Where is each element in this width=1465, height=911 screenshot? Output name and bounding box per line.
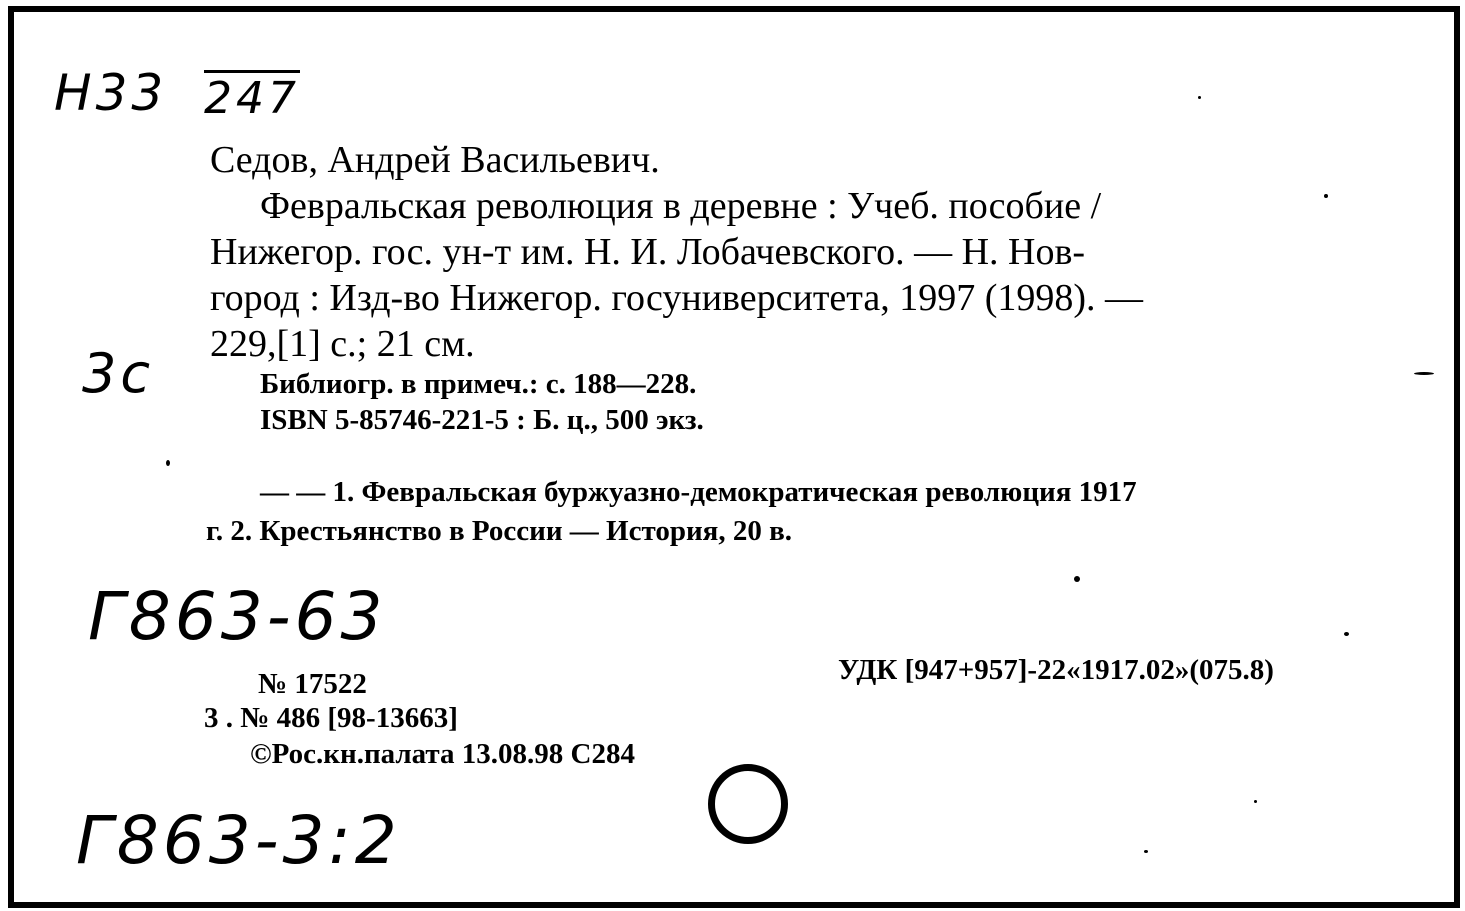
description-line: Нижегор. гос. ун-т им. Н. И. Лобачевского. — Н. Нов-: [210, 231, 1086, 273]
card-punch-hole: [708, 764, 788, 844]
scan-speck: [1344, 632, 1349, 636]
issue-number: 3 . № 486 [98-13663]: [204, 702, 458, 734]
handwritten-call-number: 247: [204, 70, 300, 124]
scan-speck: [1198, 96, 1201, 99]
handwritten-stock-number: Г863-3:2: [76, 802, 401, 879]
book-chamber-stamp: ©Рос.кн.палата 13.08.98 С284: [250, 738, 635, 770]
handwritten-class-mark: 3с: [82, 342, 155, 405]
subjects-line: — — 1. Февральская буржуазно-демократическая революция 1917: [260, 476, 1137, 508]
author-heading: Седов, Андрей Васильевич.: [210, 139, 660, 181]
subjects-line: г. 2. Крестьянство в России — История, 20 в.: [206, 515, 793, 547]
description-line: город : Изд-во Нижегор. госуниверситета, 1997 (1998). —: [210, 277, 1144, 319]
scan-speck: [1414, 372, 1434, 375]
udc-code: УДК [947+957]-22«1917.02»(075.8): [838, 654, 1274, 686]
physical-description-line: 229,[1] с.; 21 см.: [210, 323, 475, 365]
scan-speck: [1144, 850, 1148, 853]
bibliography-note: Библиогр. в примеч.: с. 188—228.: [260, 368, 697, 400]
catalog-card: [8, 6, 1460, 908]
scan-speck: [1254, 800, 1257, 803]
scan-speck: [1324, 194, 1328, 198]
handwritten-call-prefix: Н33: [54, 64, 168, 122]
scan-speck: [166, 460, 170, 466]
scan-speck: [1074, 576, 1080, 582]
title-line: Февральская революция в деревне : Учеб. пособие /: [260, 185, 1102, 227]
record-number: № 17522: [258, 668, 367, 700]
isbn-line: ISBN 5-85746-221-5 : Б. ц., 500 экз.: [260, 404, 704, 436]
handwritten-stock-number: Г863-63: [88, 578, 387, 655]
